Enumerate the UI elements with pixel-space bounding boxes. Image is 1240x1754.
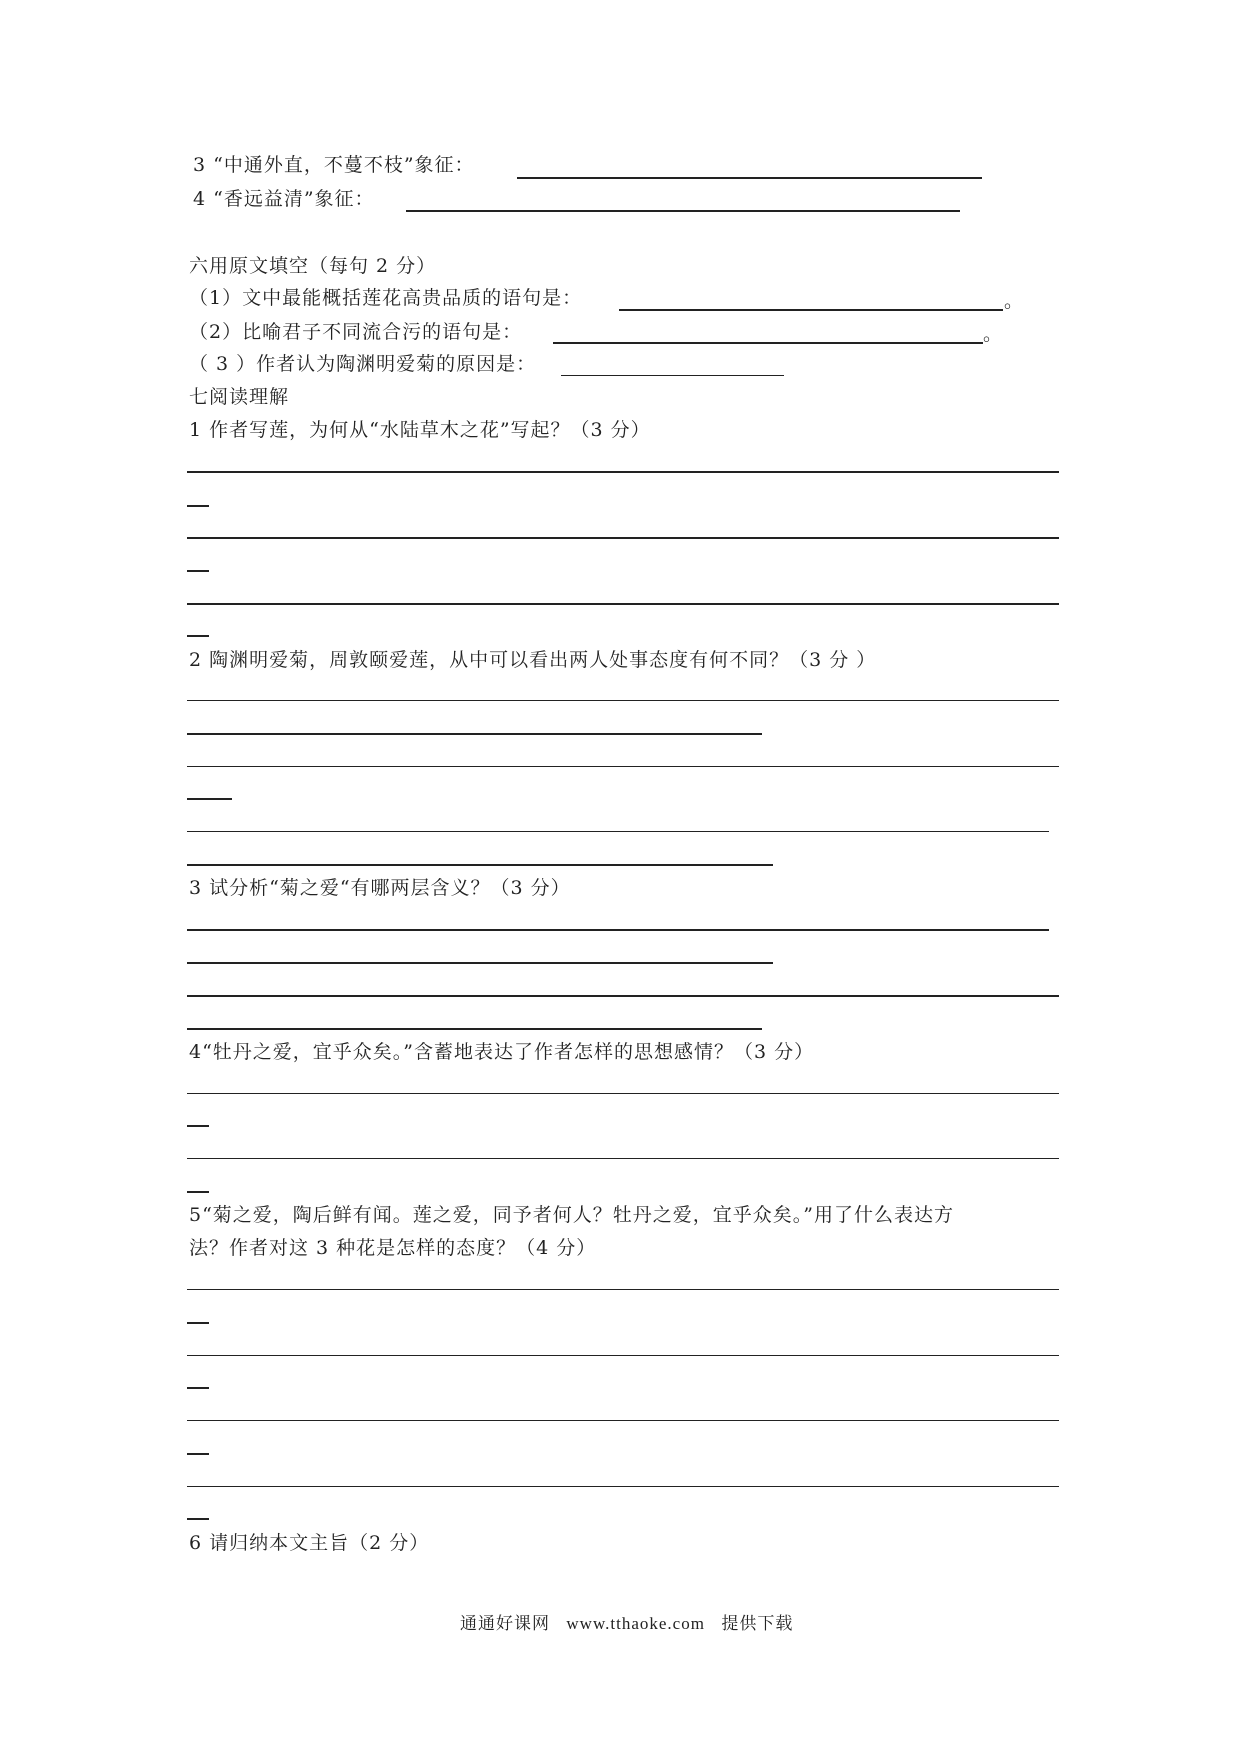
answer-line-stub [187, 1125, 209, 1127]
question-6: 6 请归纳本文主旨（2 分） [189, 1532, 430, 1554]
fill-blank-2: （2）比喻君子不同流合污的语句是： [189, 321, 523, 343]
answer-line[interactable] [187, 929, 1049, 931]
answer-line[interactable] [187, 766, 1059, 767]
answer-line[interactable] [187, 962, 773, 964]
answer-line-stub [187, 1191, 209, 1193]
answer-line[interactable] [187, 1028, 762, 1030]
question-2: 2 陶渊明爱菊，周敦颐爱莲，从中可以看出两人处事态度有何不同？（3 分 ） [189, 649, 877, 671]
answer-line[interactable] [561, 375, 784, 376]
answer-line[interactable] [187, 831, 1049, 832]
answer-line-stub [187, 1322, 209, 1324]
answer-line[interactable] [187, 471, 1059, 473]
answer-line-stub [187, 798, 232, 800]
answer-line[interactable] [187, 1420, 1059, 1421]
question-5-line-2: 法？作者对这 3 种花是怎样的态度？（4 分） [189, 1237, 597, 1259]
fill-blank-1: （1）文中最能概括莲花高贵品质的语句是： [189, 287, 583, 309]
answer-line-stub [187, 1387, 209, 1389]
fill-blank-2-end: 。 [983, 323, 1004, 345]
question-3: 3 试分析“菊之爱“有哪两层含义？（3 分） [189, 877, 571, 899]
section-7-title: 七阅读理解 [189, 386, 290, 408]
footer-url[interactable]: www.tthaoke.com [566, 1614, 705, 1633]
answer-line[interactable] [187, 700, 1059, 701]
answer-line-stub [187, 505, 209, 507]
question-5-line-1: 5“菊之爱，陶后鲜有闻。莲之爱，同予者何人？牡丹之爱，宜乎众矣。”用了什么表达方 [189, 1204, 955, 1226]
question-4: 4“牡丹之爱，宜乎众矣。”含蓄地表达了作者怎样的思想感情？（3 分） [189, 1041, 815, 1063]
answer-line-stub [187, 570, 209, 572]
answer-line[interactable] [187, 1486, 1059, 1487]
fill-blank-3: （ 3 ）作者认为陶渊明爱菊的原因是： [189, 353, 537, 375]
answer-line-stub [187, 1518, 209, 1520]
answer-line[interactable] [517, 177, 982, 179]
answer-line[interactable] [619, 309, 1003, 311]
answer-line[interactable] [187, 603, 1059, 605]
answer-line[interactable] [187, 864, 773, 866]
answer-line[interactable] [187, 995, 1059, 997]
answer-line[interactable] [187, 1355, 1059, 1356]
fill-item-4: 4 “香远益清”象征： [193, 188, 375, 210]
answer-line-stub [187, 1453, 209, 1455]
answer-line[interactable] [187, 1158, 1059, 1159]
footer-site-name: 通通好课网 [460, 1614, 550, 1634]
answer-line-stub [187, 635, 209, 637]
section-6-title: 六用原文填空（每句 2 分） [189, 255, 437, 277]
answer-line[interactable] [553, 342, 983, 344]
answer-line[interactable] [187, 1289, 1059, 1290]
footer-suffix: 提供下载 [721, 1614, 794, 1634]
answer-line[interactable] [187, 537, 1059, 539]
answer-line[interactable] [406, 210, 960, 212]
fill-item-3: 3 “中通外直，不蔓不枝”象征： [193, 154, 475, 176]
fill-blank-1-end: 。 [1004, 290, 1025, 312]
answer-line[interactable] [187, 1093, 1059, 1094]
page-footer [460, 1609, 793, 1634]
answer-line[interactable] [187, 733, 762, 735]
question-1: 1 作者写莲，为何从“水陆草木之花”写起？（3 分） [189, 419, 651, 441]
